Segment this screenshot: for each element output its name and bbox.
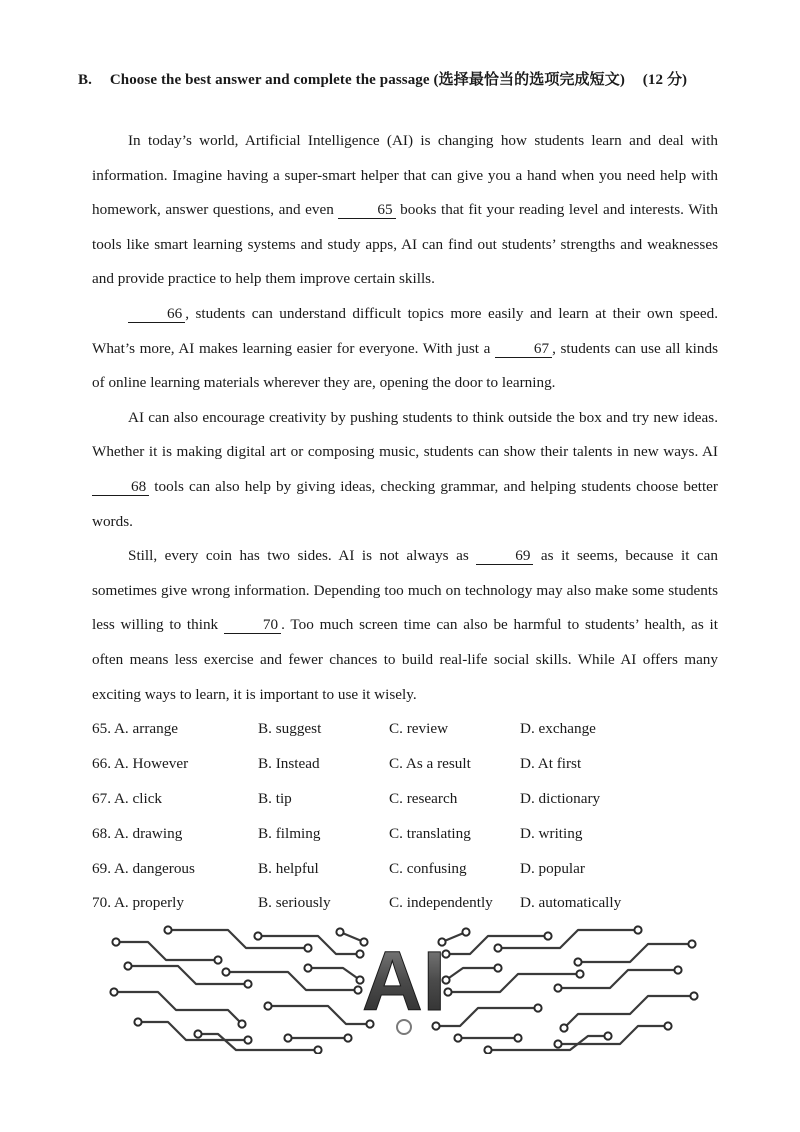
blank-68: 68 xyxy=(92,478,149,496)
circuit-node xyxy=(514,1034,521,1041)
circuit-trace xyxy=(198,1034,318,1050)
option-c: C. As a result xyxy=(389,755,471,773)
question-row-67 xyxy=(92,782,732,817)
circuit-node xyxy=(554,1040,561,1047)
option-a: A. properly xyxy=(113,894,184,912)
circuit-node xyxy=(534,1004,541,1011)
circuit-node xyxy=(124,962,131,969)
circuit-node xyxy=(244,980,251,987)
circuit-node xyxy=(494,944,501,951)
circuit-node xyxy=(604,1032,611,1039)
circuit-node xyxy=(494,964,501,971)
circuit-trace xyxy=(138,1022,248,1040)
option-c: C. research xyxy=(389,789,458,807)
option-c: C. independently xyxy=(389,894,493,912)
circuit-node xyxy=(110,988,117,995)
passage-text: books that fit your reading level and interests. With tools like smart learning systems and study apps, AI can find out students’ strengths and weaknesses and provide practice to help them improve certain skills. xyxy=(92,201,718,288)
question-number-and-option-a xyxy=(92,755,258,773)
passage-text: AI can also encourage creativity by pushing students to think outside the box and try new ideas. Whether it is making digital art or composing music, students can show their talents in new ways. AI xyxy=(92,408,718,461)
passage xyxy=(92,124,718,712)
option-c: C. confusing xyxy=(389,859,467,877)
passage-text: , students can understand difficult topics more easily and learn at their own speed. What’s more, AI makes learning easier for everyone. With just a xyxy=(92,304,718,357)
question-row-70 xyxy=(92,886,732,921)
option-c: C. translating xyxy=(389,824,471,842)
question-row-69 xyxy=(92,851,732,886)
circuit-node xyxy=(560,1024,567,1031)
option-b: B. Instead xyxy=(258,755,320,773)
blank-66: 66 xyxy=(128,305,185,323)
section-heading xyxy=(78,68,758,89)
option-a: A. arrange xyxy=(113,720,179,738)
circuit-node xyxy=(112,938,119,945)
circuit-trace xyxy=(168,930,308,948)
circuit-node xyxy=(214,956,221,963)
question-row-68 xyxy=(92,816,732,851)
blank-67: 67 xyxy=(495,340,552,358)
circuit-node xyxy=(164,926,171,933)
question-number: 69. xyxy=(92,859,111,877)
option-b: B. seriously xyxy=(258,894,331,912)
circuit-node xyxy=(336,928,343,935)
section-instruction-cn: (选择最恰当的选项完成短文) xyxy=(433,72,625,88)
option-a: A. drawing xyxy=(113,824,183,842)
option-b: B. suggest xyxy=(258,720,322,738)
circuit-node xyxy=(284,1034,291,1041)
option-a: A. However xyxy=(113,755,189,773)
circuit-node xyxy=(354,986,361,993)
option-d: D. dictionary xyxy=(520,789,601,807)
question-number: 66. xyxy=(92,755,111,773)
circuit-node xyxy=(254,932,261,939)
circuit-trace xyxy=(128,966,248,984)
circuit-trace xyxy=(446,968,498,980)
option-a: A. dangerous xyxy=(113,859,195,877)
blank-70: 70 xyxy=(224,616,281,634)
options-list xyxy=(92,712,732,921)
question-number: 70. xyxy=(92,894,111,912)
circuit-trace xyxy=(498,930,638,948)
passage-paragraph xyxy=(92,124,718,297)
passage-paragraph xyxy=(92,297,718,401)
option-d: D. exchange xyxy=(520,720,596,738)
circuit-node xyxy=(244,1036,251,1043)
circuit-node xyxy=(674,966,681,973)
option-b: B. helpful xyxy=(258,859,319,877)
circuit-node xyxy=(344,1034,351,1041)
circuit-trace xyxy=(114,992,242,1024)
question-row-66 xyxy=(92,747,732,782)
ai-logo-text: AI xyxy=(362,934,446,1028)
option-b: B. tip xyxy=(258,789,292,807)
circuit-trace xyxy=(558,1026,668,1044)
circuit-node xyxy=(634,926,641,933)
passage-paragraph xyxy=(92,401,718,539)
passage-text: as it seems, because it can sometimes give wrong information. Depending too much on technology may also make some students less willing to think xyxy=(92,547,718,634)
section-label: B. xyxy=(78,72,92,88)
question-number: 68. xyxy=(92,824,111,842)
question-number-and-option-a xyxy=(92,860,258,878)
section-instruction: Choose the best answer and complete the passage xyxy=(109,72,430,88)
question-row-65 xyxy=(92,712,732,747)
circuit-node xyxy=(304,964,311,971)
circuit-node xyxy=(222,968,229,975)
circuit-node xyxy=(664,1022,671,1029)
passage-text: , students can use all kinds of online learning materials wherever they are, opening the door to learning. xyxy=(92,339,718,392)
option-d: D. automatically xyxy=(520,894,622,912)
question-number-and-option-a xyxy=(92,894,258,912)
passage-text: In today’s world, Artificial Intelligence (AI) is changing how students learn and deal with information. Imagine having a super-smart helper that can give you a hand when you need help with homework, answer questions, and even xyxy=(92,132,718,219)
circuit-node xyxy=(576,970,583,977)
circuit-node xyxy=(314,1046,321,1053)
circuit-node xyxy=(554,984,561,991)
circuit-board-ai-icon xyxy=(108,922,700,1054)
circuit-node xyxy=(264,1002,271,1009)
passage-text: Still, every coin has two sides. AI is not always as xyxy=(128,547,477,565)
question-number-and-option-a xyxy=(92,790,258,808)
circuit-node xyxy=(462,928,469,935)
circuit-node xyxy=(238,1020,245,1027)
blank-65: 65 xyxy=(338,201,395,219)
option-d: D. At first xyxy=(520,755,582,773)
option-d: D. popular xyxy=(520,859,585,877)
option-d: D. writing xyxy=(520,824,583,842)
passage-paragraph xyxy=(92,539,718,712)
circuit-trace xyxy=(436,1008,538,1026)
circuit-trace xyxy=(116,942,218,960)
circuit-node xyxy=(454,1034,461,1041)
ai-circuit-banner xyxy=(108,922,700,1054)
circuit-trace xyxy=(268,1006,370,1024)
circuit-node xyxy=(194,1030,201,1037)
circuit-trace xyxy=(308,968,360,980)
option-b: B. filming xyxy=(258,824,321,842)
passage-text: . Too much screen time can also be harmful to students’ health, as it often means less exercise and fewer chances to build real-life social skills. While AI offers many exciting ways to learn, it is important to use it wisely. xyxy=(92,616,718,703)
circuit-node xyxy=(304,944,311,951)
section-score: (12 分) xyxy=(642,72,688,88)
option-c: C. review xyxy=(389,720,449,738)
circuit-node xyxy=(484,1046,491,1053)
blank-69: 69 xyxy=(476,547,533,565)
circuit-node xyxy=(544,932,551,939)
circuit-trace xyxy=(564,996,694,1028)
circuit-node xyxy=(574,958,581,965)
circuit-node xyxy=(688,940,695,947)
question-number: 67. xyxy=(92,789,111,807)
circuit-node xyxy=(134,1018,141,1025)
question-number-and-option-a xyxy=(92,720,258,738)
question-number: 65. xyxy=(92,720,111,738)
question-number-and-option-a xyxy=(92,825,258,843)
option-a: A. click xyxy=(113,789,163,807)
circuit-node xyxy=(690,992,697,999)
circuit-trace xyxy=(578,944,692,962)
passage-text: tools can also help by giving ideas, checking grammar, and helping students choose better words. xyxy=(92,477,718,530)
